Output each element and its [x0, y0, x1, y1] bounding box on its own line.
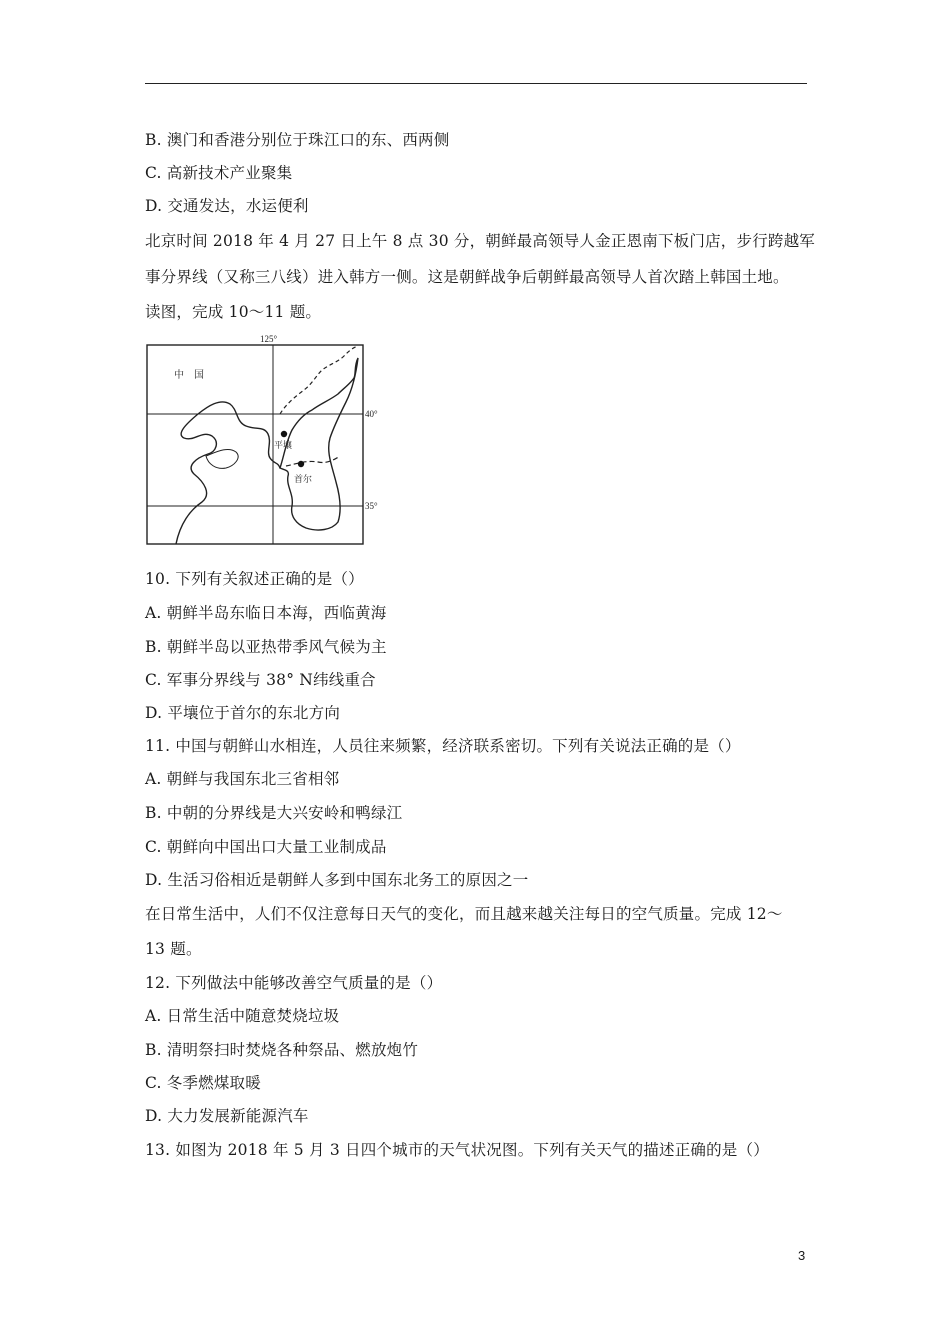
- lat-35-label: 35°: [365, 501, 378, 511]
- header-rule: [145, 83, 807, 84]
- option-9b: B. 澳门和香港分别位于珠江口的东、西两侧: [145, 131, 450, 149]
- option-10d: D. 平壤位于首尔的东北方向: [145, 704, 341, 722]
- option-11a: A. 朝鲜与我国东北三省相邻: [145, 770, 340, 788]
- option-10b: B. 朝鲜半岛以亚热带季风气候为主: [145, 638, 387, 656]
- option-10a: A. 朝鲜半岛东临日本海，西临黄海: [145, 604, 387, 622]
- korea-peninsula-map: [146, 334, 382, 546]
- passage-line-3: 读图，完成 10～11 题。: [145, 303, 322, 321]
- option-12a: A. 日常生活中随意焚烧垃圾: [145, 1007, 340, 1025]
- seoul-label: 首尔: [294, 475, 313, 485]
- option-9d: D. 交通发达，水运便利: [145, 197, 309, 215]
- option-12d: D. 大力发展新能源汽车: [145, 1107, 309, 1125]
- option-12c: C. 冬季燃煤取暖: [145, 1074, 261, 1092]
- option-11d: D. 生活习俗相近是朝鲜人多到中国东北务工的原因之一: [145, 871, 529, 889]
- lat-40-label: 40°: [365, 409, 378, 419]
- question-11: 11. 中国与朝鲜山水相连，人员往来频繁，经济联系密切。下列有关说法正确的是（）: [145, 737, 741, 755]
- question-12: 12. 下列做法中能够改善空气质量的是（）: [145, 974, 443, 992]
- page-number: 3: [798, 1248, 806, 1263]
- question-10: 10. 下列有关叙述正确的是（）: [145, 570, 364, 588]
- passage-12-13-line-1: 在日常生活中，人们不仅注意每日天气的变化，而且越来越关注每日的空气质量。完成 12～: [145, 905, 783, 923]
- china-label: 中 国: [174, 370, 204, 381]
- option-10c: C. 军事分界线与 38° N纬线重合: [145, 671, 376, 689]
- passage-line-2: 事分界线（又称三八线）进入韩方一侧。这是朝鲜战争后朝鲜最高领导人首次踏上韩国土地。: [145, 268, 789, 286]
- pyongyang-dot: [281, 431, 287, 437]
- passage-line-1: 北京时间 2018 年 4 月 27 日上午 8 点 30 分，朝鲜最高领导人金正恩南下板门店，步行跨越军: [145, 232, 815, 250]
- question-13: 13. 如图为 2018 年 5 月 3 日四个城市的天气状况图。下列有关天气的描述正确的是（）: [145, 1141, 769, 1159]
- seoul-dot: [298, 461, 304, 467]
- option-11b: B. 中朝的分界线是大兴安岭和鸭绿江: [145, 804, 403, 822]
- option-12b: B. 清明祭扫时焚烧各种祭品、燃放炮竹: [145, 1041, 419, 1059]
- option-11c: C. 朝鲜向中国出口大量工业制成品: [145, 838, 387, 856]
- option-9c: C. 高新技术产业聚集: [145, 164, 293, 182]
- pyongyang-label: 平壤: [274, 441, 293, 451]
- passage-12-13-line-2: 13 题。: [145, 940, 202, 958]
- lon-125-label: 125°: [260, 334, 278, 344]
